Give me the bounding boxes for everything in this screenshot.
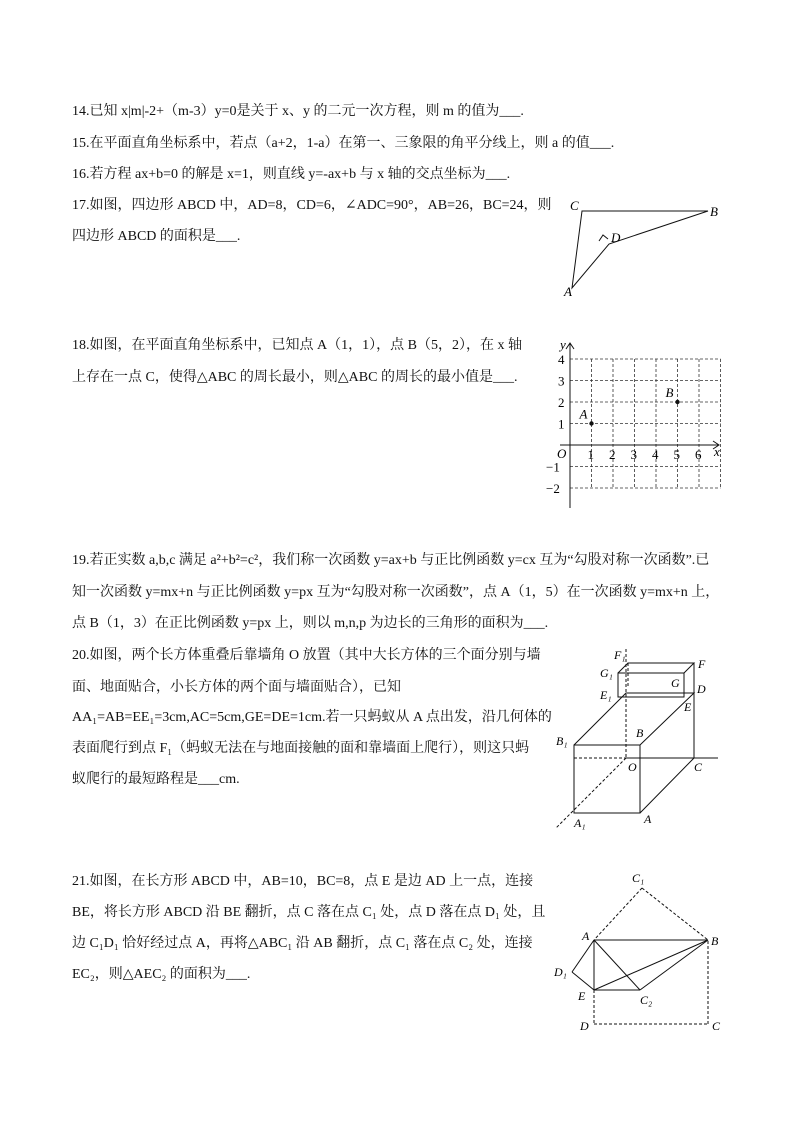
problem-20-line-4: 表面爬行到点 F₁（蚂蚁无法在与地面接触的面和靠墙面上爬行），则这只蚂 (72, 741, 530, 756)
floor-diagonal (556, 758, 626, 828)
problem-21-line-3: 边 C₁D₁ 恰好经过点 A，再将△ABC₁ 沿 AB 翻折，点 C₁ 落在点 C₂ 处，连接 (72, 936, 533, 951)
label-f1: F₁ (614, 648, 626, 662)
label-o: O (628, 760, 637, 774)
label-a: A (582, 929, 590, 943)
label-c: C (570, 198, 579, 213)
problem-20-line-2: 面、地面贴合，小长方体的两个面与墙面贴合），已知 (72, 680, 401, 695)
label-c: C (712, 1019, 721, 1033)
figure-21-folded-rectangle (548, 868, 728, 1033)
label-d1: D₁ (554, 965, 567, 979)
x-tick-label: 5 (673, 447, 680, 462)
x-tick-label: 3 (630, 447, 637, 462)
label-b: B (710, 204, 718, 219)
problem-21-line-2: BE，将长方形 ABCD 沿 BE 翻折，点 C 落在点 C₁ 处，点 D 落在点 D₁ 处，且 (72, 905, 546, 920)
y-tick-label: −1 (546, 459, 560, 475)
label-b: B (636, 726, 644, 740)
label-a: A (644, 812, 652, 826)
y-tick-label: 3 (558, 373, 565, 389)
label-e: E (578, 989, 586, 1003)
problem-18-line-1: 18.如图，在平面直角坐标系中，已知点 A（1，1），点 B（5，2），在 x 轴 (72, 338, 522, 353)
problem-21-line-4: EC₂，则△AEC₂ 的面积为___. (72, 967, 251, 982)
figure-18-coordinate-grid (538, 338, 728, 513)
big-box-front-face (574, 745, 640, 813)
y-tick-label: −2 (546, 481, 560, 496)
x-tick-label: 6 (695, 447, 702, 462)
point-b (675, 400, 679, 404)
label-d: D (611, 230, 621, 245)
problem-15-line-1: 15.在平面直角坐标系中，若点（a+2，1-a）在第一、三象限的角平分线上，则 a 的值___. (72, 136, 615, 151)
small-box-top (618, 663, 694, 673)
right-angle-mark (599, 235, 608, 241)
y-tick-label: 1 (558, 416, 565, 432)
problem-20-line-5: 蚁爬行的最短路程是___cm. (72, 772, 240, 787)
problem-20-line-3: AA₁=AB=EE₁=3cm,AC=5cm,GE=DE=1cm.若一只蚂蚁从 A 点出发，沿几何体的 (72, 710, 552, 725)
seg-d1-e (572, 972, 594, 990)
point-label-b: B (665, 385, 674, 400)
origin-label: O (557, 446, 567, 461)
big-box-top-edges (574, 693, 694, 745)
label-b: B (711, 934, 719, 948)
seg-c1-b (642, 888, 708, 940)
seg-c1-a (594, 888, 642, 940)
seg-a-c2 (594, 940, 640, 990)
problem-19-line-1: 19.若正实数 a,b,c 满足 a²+b²=c²，我们称一次函数 y=ax+b 与正比例函数 y=cx 互为“勾股对称一次函数”.已 (72, 553, 710, 568)
seg-a-d1 (572, 940, 594, 972)
label-c: C (694, 760, 703, 774)
label-d: D (580, 1019, 589, 1033)
label-e: E (684, 700, 692, 714)
x-axis-label: x (714, 444, 720, 459)
y-axis-label: y (560, 338, 566, 352)
problem-16-line-1: 16.若方程 ax+b=0 的解是 x=1，则直线 y=-ax+b 与 x 轴的交点坐标为___. (72, 167, 511, 182)
label-c1: C₁ (632, 871, 645, 885)
problem-19-line-2: 知一次函数 y=mx+n 与正比例函数 y=px 互为“勾股对称一次函数”，点 A（1，5）在一次函数 y=mx+n 上， (72, 585, 720, 600)
label-c2: C₂ (640, 993, 653, 1007)
x-tick-label: 4 (652, 447, 659, 462)
problem-17-line-2: 四边形 ABCD 的面积是___. (72, 229, 241, 244)
x-tick-label: 1 (587, 447, 594, 462)
point-label-a: A (579, 406, 588, 422)
x-tick-label: 2 (609, 447, 616, 462)
figure-20-boxes (548, 645, 730, 835)
problem-17-line-1: 17.如图，四边形 ABCD 中，AD=8，CD=6，∠ADC=90°，AB=26，BC=24，则 (72, 198, 552, 213)
problem-20-line-1: 20.如图，两个长方体重叠后靠墙角 O 放置（其中大长方体的三个面分别与墙 (72, 648, 541, 663)
label-d: D (697, 682, 706, 696)
problem-19-line-3: 点 B（1，3）在正比例函数 y=px 上，则以 m,n,p 为边长的三角形的面积为___. (72, 616, 549, 631)
problem-14-line-1: 14.已知 x|m|-2+（m-3）y=0是关于 x、y 的二元一次方程，则 m 的值为___. (72, 104, 524, 119)
label-b1: B₁ (556, 734, 568, 748)
label-g: G (671, 676, 680, 690)
label-g1: G₁ (600, 666, 613, 680)
y-tick-label: 4 (558, 352, 565, 367)
y-tick-label: 2 (558, 395, 565, 410)
figure-17-quadrilateral (560, 198, 740, 303)
label-a1: A₁ (574, 816, 586, 830)
label-e1: E₁ (600, 688, 612, 702)
label-a: A (564, 284, 572, 299)
quad-abcd-outline (572, 211, 708, 288)
problem-21-line-1: 21.如图，在长方形 ABCD 中，AB=10，BC=8，点 E 是边 AD 上一点，连接 (72, 874, 534, 889)
label-f: F (698, 657, 706, 671)
problem-18-line-2: 上存在一点 C，使得△ABC 的周长最小，则△ABC 的周长的最小值是___. (72, 370, 518, 385)
point-a (589, 421, 593, 425)
